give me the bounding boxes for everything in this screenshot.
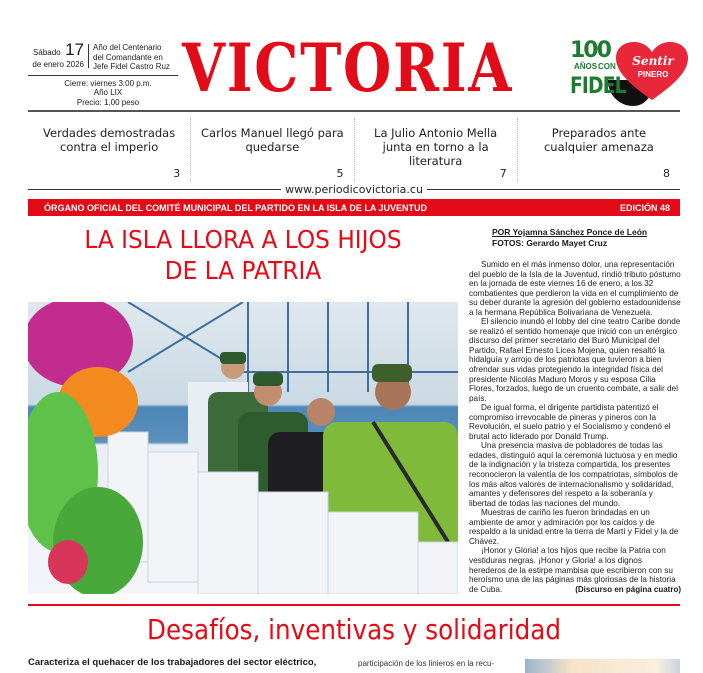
teaser-page: 7	[499, 167, 507, 180]
logo-con: CON	[598, 62, 616, 71]
paragraph: De igual forma, el dirigente partidista patentizó el compromiso irrevocable de pineras y pineros con la Revolución, el suelo patrio y el Socialismo y condenó el brutal acto liderado por Donald Trump.	[469, 403, 671, 441]
teaser-strip	[28, 118, 680, 182]
logo-fidel: FIDEL	[570, 74, 626, 99]
teaser-page: 3	[173, 167, 181, 180]
divider	[28, 189, 281, 190]
sentir-pinero-logo	[568, 40, 690, 106]
byline	[492, 227, 647, 249]
date-row	[28, 42, 178, 76]
logo-anos: AÑOS	[574, 62, 598, 71]
volume-year: Año LIX	[93, 88, 123, 97]
headline-line: LA ISLA LLORA A LOS HIJOS	[84, 225, 402, 254]
edition-label: EDICIÓN 48	[619, 202, 670, 213]
teaser-page: 8	[663, 167, 670, 180]
teaser-title[interactable]: La Julio Antonio Mella junta en torno a la literatura	[374, 126, 498, 168]
masthead-rule	[28, 110, 680, 112]
lead-story-body	[469, 260, 681, 594]
paragraph: ¡Honor y Gloria! a los hijos que recibe la Patria con vestiduras negras. ¡Honor y Gloria! a los dignos herederos de la estirpe mambisa que escribieron con su heroísmo una de las páginas más gloriosas de la historia de Cuba.	[469, 546, 676, 594]
teaser-title[interactable]: Verdades demostradas contra el imperio	[43, 126, 176, 154]
centenario-line: Jefe Fidel Castro Ruz	[93, 62, 170, 71]
website-link[interactable]: www.periodicovictoria.cu	[285, 182, 423, 196]
teaser-item[interactable]	[355, 118, 518, 182]
lead-headline	[43, 224, 443, 286]
paragraph: Una presencia masiva de pobladores de todas las edades, distinguió aquí la ceremonia luctuosa y en medio de la indignación y la tristeza compartida, los presentes reconocieron la valentía de los compatriotas, símbolos de los más altos valores de internacionalismo y solidaridad, amantes y defensores del respeto a la soberanía y libertad de todas las naciones del mundo.	[469, 441, 678, 508]
section-rule	[28, 604, 680, 606]
logo-pinero: PINERO	[637, 70, 669, 79]
logo-100: 100	[570, 38, 610, 63]
month-year: de enero 2026	[32, 60, 84, 69]
centenario-line: del Comandante en	[93, 52, 163, 62]
photo-credit: FOTOS: Gerardo Mayet Cruz	[492, 238, 608, 248]
lead-photo-illustration	[28, 302, 458, 594]
date-separator	[88, 44, 89, 68]
second-story-column: participación de los linieros en la recu-	[358, 659, 495, 668]
teaser-item[interactable]	[191, 118, 354, 182]
divider	[427, 189, 680, 190]
date	[28, 42, 88, 69]
centenario-line: Año del Centenario	[93, 43, 162, 52]
paragraph: Sumido en el más inmenso dolor, una representación del pueblo de la Isla de la Juventud, rindió tributo póstumo en la jornada de este viernes 16 de enero, a los 32 combatientes que perdieron la vida en el cumplimiento de su deber durante la agresión del gobierno estadounidense a la hermana República Bolivariana de Venezuela.	[469, 260, 681, 317]
centenario-motto	[93, 42, 170, 72]
organ-label: ÓRGANO OFICIAL DEL COMITÉ MUNICIPAL DEL PARTIDO EN LA ISLA DE LA JUVENTUD	[44, 202, 428, 213]
teaser-page: 5	[336, 167, 344, 180]
paragraph: El silencio inundó el lobby del cine teatro Caribe donde se realizó el sentido homenaje que inició con un enérgico discurso del primer secretario del Buró Municipal del Partido, Rafael Ernesto Licea Mojena, quien resaltó la hidalguía y arrojo de los patriotas que tuvieron a bien ofrendar sus vidas protegiendo la integridad física del presidente Nicolás Maduro Moros y su esposa Cilia Flores, forzados, luego de un cruento combate, a salir del país.	[469, 317, 681, 403]
newspaper-title: VICTORIA	[182, 29, 514, 107]
day-number: 17	[65, 40, 84, 59]
teaser-item[interactable]	[518, 118, 680, 182]
teaser-item[interactable]	[28, 118, 191, 182]
second-story-photo	[525, 659, 680, 673]
headline-line: DE LA PATRIA	[164, 256, 322, 285]
date-block	[28, 42, 178, 107]
issue-meta	[28, 76, 178, 108]
paragraph: Muestras de cariño les fueron brindadas en un ambiente de amor y admiración por los caídos y de respaldo a la unidad entre la tierra de Martí y Fidel y la de Chávez.	[469, 508, 679, 546]
logo-sentir: Sentir	[632, 54, 674, 68]
teaser-title[interactable]: Preparados ante cualquier amenaza	[543, 126, 654, 154]
continuation-note: (Discurso en página cuatro)	[575, 585, 681, 594]
lead-photo	[28, 302, 458, 594]
second-story-lead: Caracteriza el quehacer de los trabajadores del sector eléctrico,	[28, 657, 317, 668]
closing-time: Cierre: viernes 3:00 p.m.	[64, 78, 152, 88]
author: POR Yojamna Sánchez Ponce de León	[492, 227, 648, 237]
website-row	[28, 182, 680, 196]
price: Precio: 1,00 peso	[76, 97, 140, 107]
second-headline: Desafíos, inventivas y solidaridad	[147, 613, 561, 646]
teaser-title[interactable]: Carlos Manuel llegó para quedarse	[201, 126, 344, 154]
organ-banner	[28, 199, 680, 216]
day-name: Sábado	[33, 48, 61, 57]
